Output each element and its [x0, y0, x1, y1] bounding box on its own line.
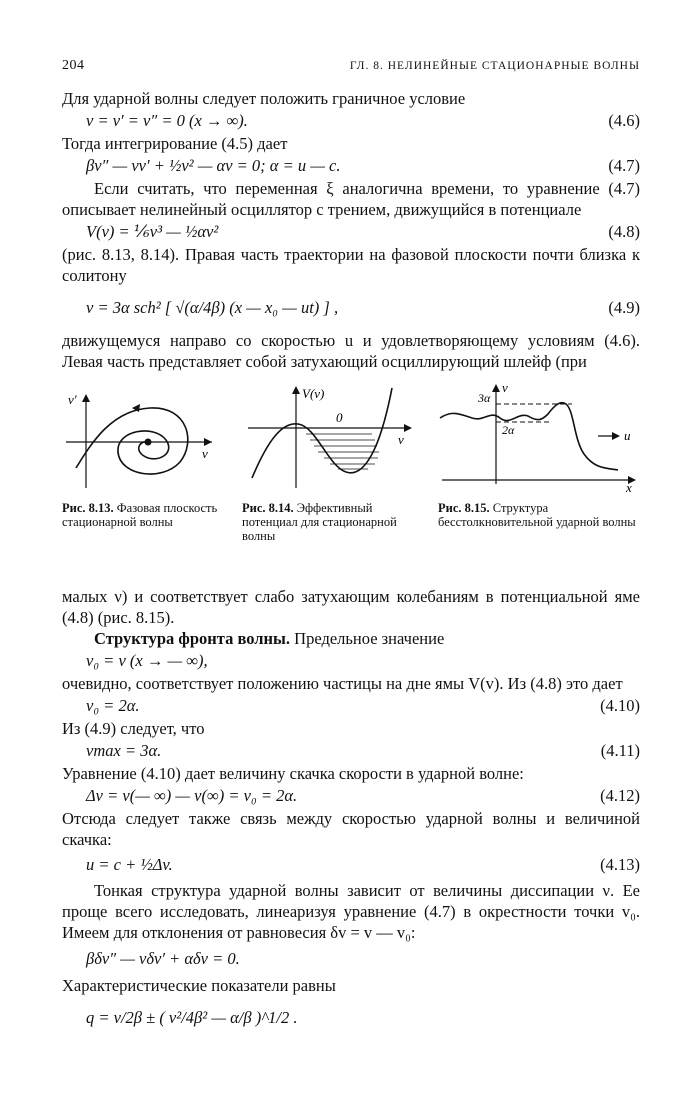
- level-label-2a: 2α: [502, 423, 515, 437]
- equation-body: v₀ = v (x → — ∞),: [86, 651, 208, 670]
- chapter-title: ГЛ. 8. НЕЛИНЕЙНЫЕ СТАЦИОНАРНЫЕ ВОЛНЫ: [349, 60, 640, 72]
- equation-4-8: [62, 220, 640, 244]
- axis-label-y: V(v): [302, 386, 325, 401]
- zero-label: 0: [336, 410, 343, 425]
- equation-number: (4.7): [608, 156, 640, 175]
- paragraph-9: Из (4.9) следует, что: [62, 719, 205, 738]
- figure-8-13: [62, 380, 222, 529]
- caption-text: Структура бесстолкновительной ударной волны: [438, 501, 636, 529]
- caption-8-14: [242, 501, 420, 543]
- paragraph-11: Отсюда следует также связь между скоростью ударной волны и величиной скачка:: [62, 809, 640, 849]
- axis-label-x: v: [398, 432, 404, 447]
- equation-body: Δv = v(— ∞) — v(∞) = v₀ = 2α.: [86, 786, 298, 805]
- paragraph-7: [62, 628, 640, 649]
- caption-8-15: [438, 501, 640, 529]
- paragraph-5: движущемуся направо со скоростью u и удовлетворяющему условиям (4.6). Левая часть представляет собой затухающий осциллирующий шлейф (при: [62, 331, 640, 371]
- velocity-arrow-head: [612, 432, 620, 440]
- paragraph-1: Для ударной волны следует положить граничное условие: [62, 89, 466, 108]
- paragraph-12: Тонкая структура ударной волны зависит от величины диссипации ν. Ее проще всего исследовать, линеаризуя уравнение (4.7) в окрестности точки v₀. Имеем для отклонения от равновесия δv = v — v₀:: [62, 881, 640, 942]
- equation-body: βv″ — vv′ + ½v² — αv = 0; α = u — c.: [86, 156, 341, 175]
- caption-8-13: [62, 501, 222, 529]
- equation-body: V(v) = ⅙v³ — ½αv²: [86, 222, 219, 241]
- section-title: Структура фронта волны.: [94, 629, 291, 648]
- phase-plane-plot: [62, 380, 222, 492]
- x-axis-arrow: [404, 424, 412, 432]
- equilibrium-point: [145, 439, 152, 446]
- equation-4-12: [62, 784, 640, 808]
- equation-body: v = v′ = v″ = 0 (x → ∞).: [86, 111, 248, 130]
- equation-4-7: [62, 154, 640, 178]
- equation-body: q = ν/2β ± ( ν²/4β² — α/β )^1/2 .: [86, 1008, 298, 1027]
- paragraph-3: Если считать, что переменная ξ аналогична времени, то уравнение (4.7) описывает нелинейный осциллятор с трением, движущийся в потенциале: [62, 179, 640, 219]
- shock-profile: [440, 403, 618, 470]
- paragraph-10: Уравнение (4.10) дает величину скачка скорости в ударной волне:: [62, 764, 524, 783]
- equation-v0: [62, 649, 640, 673]
- running-header: [62, 58, 640, 74]
- y-axis-arrow: [492, 384, 500, 392]
- equation-number: (4.6): [608, 111, 640, 130]
- level-label-3a: 3α: [478, 391, 491, 405]
- caption-label: Рис. 8.14.: [242, 501, 294, 515]
- paragraph-6: малых ν) и соответствует слабо затухающим колебаниям в потенциальной яме (4.8) (рис. 8.15).: [62, 587, 640, 627]
- axis-label-y: v: [502, 380, 508, 395]
- equation-number: (4.10): [600, 696, 640, 715]
- paragraph-4: (рис. 8.13, 8.14). Правая часть траектории на фазовой плоскости почти близка к солитону: [62, 245, 640, 285]
- equation-linearized: [62, 943, 640, 975]
- equation-number: (4.11): [600, 741, 640, 760]
- equation-q: [62, 996, 640, 1040]
- caption-label: Рис. 8.13.: [62, 501, 114, 515]
- figure-8-15: [438, 380, 640, 529]
- equation-4-13: [62, 850, 640, 880]
- phase-trajectory: [76, 408, 188, 474]
- page: [62, 58, 640, 1040]
- figure-8-14: [242, 380, 420, 543]
- paragraph-8: очевидно, соответствует положению частицы на дне ямы V(v). Из (4.8) это дает: [62, 674, 623, 693]
- equation-number: (4.8): [608, 222, 640, 241]
- equation-4-10: [62, 694, 640, 718]
- axis-label-x: x: [626, 480, 632, 492]
- equation-number: (4.12): [600, 786, 640, 805]
- y-axis-arrow: [292, 386, 300, 394]
- axis-label-y: v′: [68, 392, 77, 407]
- arrow-label-u: u: [624, 428, 631, 443]
- equation-4-11: [62, 739, 640, 763]
- equation-body: βδv″ — νδv′ + αδv = 0.: [86, 949, 240, 968]
- page-number: 204: [62, 58, 85, 73]
- potential-curve: [252, 388, 392, 478]
- equation-body: u = c + ½Δv.: [86, 855, 173, 874]
- axis-label-x: v: [202, 446, 208, 461]
- paragraph-2: Тогда интегрирование (4.5) дает: [62, 134, 288, 153]
- equation-4-9: [62, 286, 640, 330]
- paragraph-7-text: Предельное значение: [294, 629, 445, 648]
- caption-label: Рис. 8.15.: [438, 501, 490, 515]
- equation-body: v = 3α sch² [ √(α/4β) (x — x₀ — ut) ] ,: [86, 298, 339, 317]
- equation-number: (4.9): [608, 298, 640, 317]
- equation-body: v₀ = 2α.: [86, 696, 140, 715]
- x-axis-arrow: [204, 438, 212, 446]
- equation-number: (4.13): [600, 855, 640, 874]
- potential-plot: [242, 380, 420, 492]
- paragraph-13: Характеристические показатели равны: [62, 976, 336, 995]
- y-axis-arrow: [82, 394, 90, 402]
- caption-text: Фазовая плоскость стационарной волны: [62, 501, 218, 529]
- shock-structure-plot: [438, 380, 640, 492]
- equation-4-6: [62, 109, 640, 133]
- caption-text: Эффективный потенциал для стационарной волны: [242, 501, 397, 543]
- equation-body: vmax = 3α.: [86, 741, 162, 760]
- figures-row: [62, 380, 640, 576]
